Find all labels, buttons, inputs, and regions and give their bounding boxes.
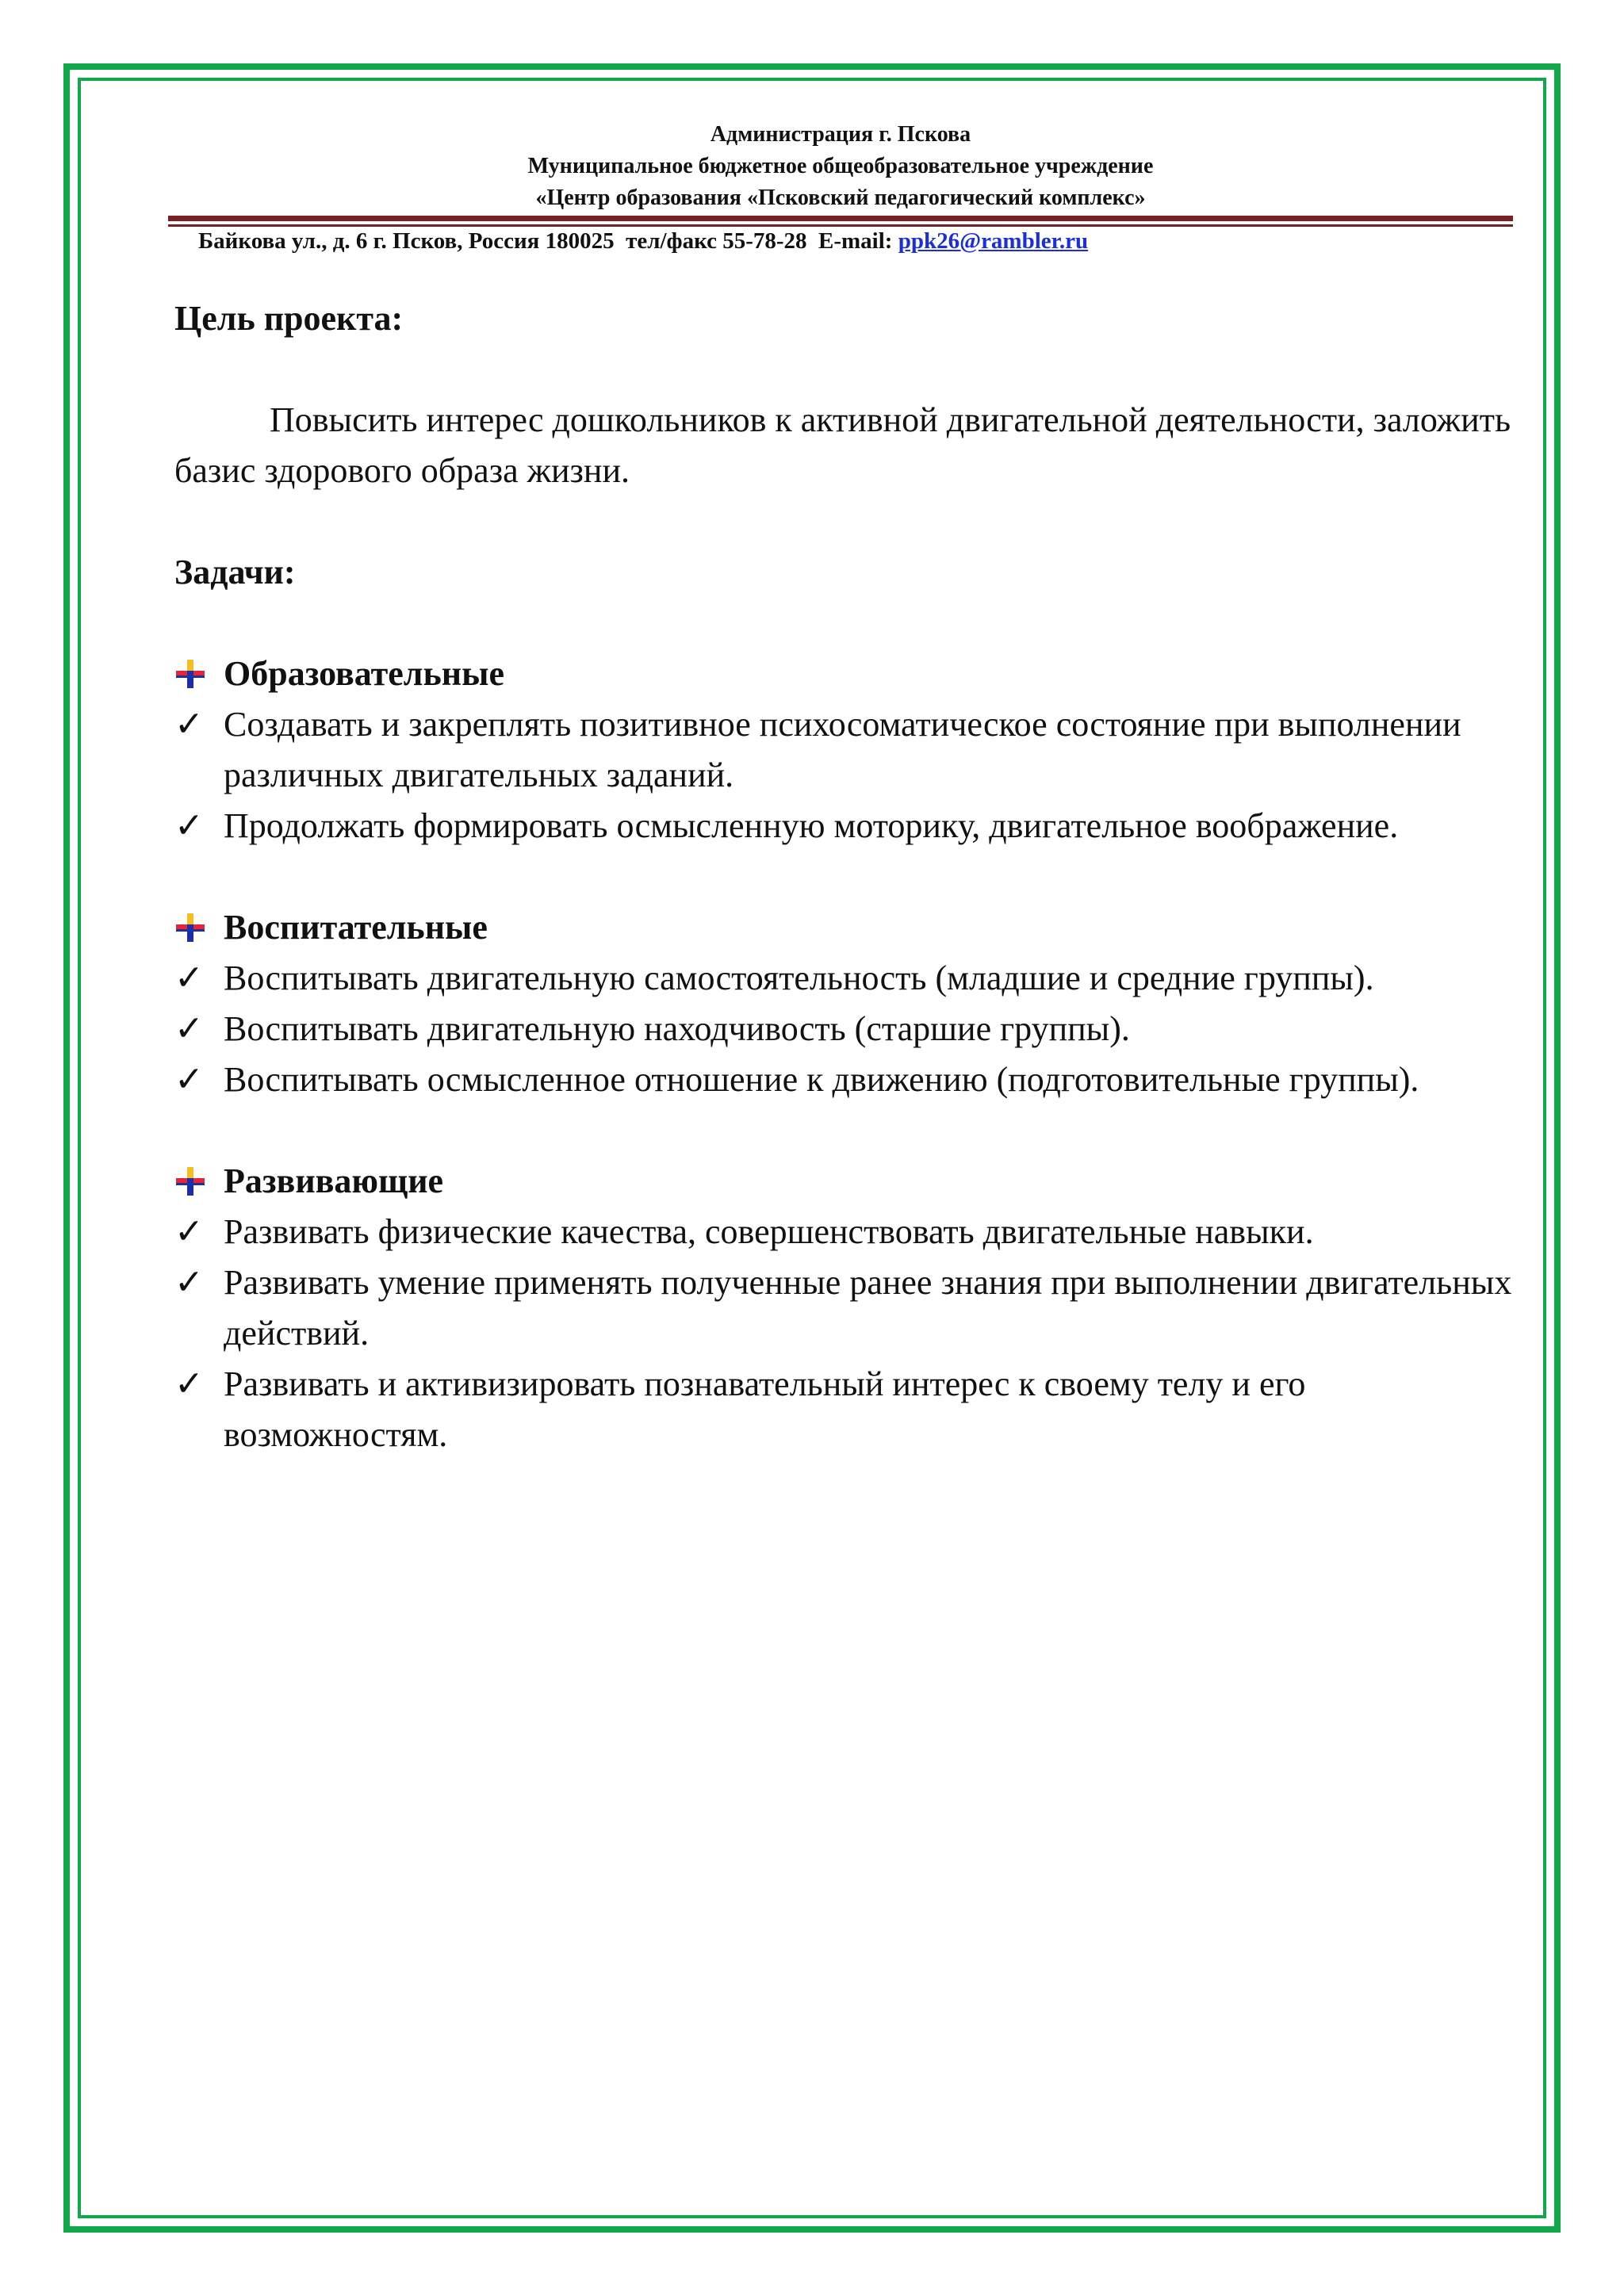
tasks-heading: Задачи: xyxy=(174,553,296,591)
letterhead-institution-name: «Центр образования «Псковский педагогический комплекс» xyxy=(535,186,1146,210)
email-link[interactable]: ppk26@rambler.ru xyxy=(898,228,1089,254)
checkmark-icon: ✓ xyxy=(174,1364,204,1403)
letterhead-address xyxy=(198,225,1088,257)
group-title-label: Образовательные xyxy=(224,654,504,693)
list-item xyxy=(174,1257,1515,1359)
list-item xyxy=(174,1054,1515,1105)
letterhead-institution-type: Муниципальное бюджетное общеобразовательное учреждение xyxy=(527,154,1154,178)
letterhead-administration: Администрация г. Пскова xyxy=(710,122,971,147)
list-item-text: Развивать физические качества, совершенствовать двигательные навыки. xyxy=(224,1212,1314,1251)
checkmark-icon: ✓ xyxy=(174,959,204,997)
list-item-text: Развивать умение применять полученные ранее знания при выполнении двигательных действий. xyxy=(224,1263,1512,1353)
group-title-upbringing xyxy=(174,902,1515,953)
list-item xyxy=(174,1359,1515,1460)
list-item-text: Продолжать формировать осмысленную моторику, двигательное воображение. xyxy=(224,806,1399,845)
checkmark-icon: ✓ xyxy=(174,1060,204,1099)
address-text: Байкова ул., д. 6 г. Псков, Россия 180025 тел/факс 55-78-28 E-mail: xyxy=(198,228,898,254)
checkmark-icon: ✓ xyxy=(174,1263,204,1302)
plus-bullet-icon xyxy=(174,912,224,943)
plus-bullet-icon xyxy=(174,658,224,690)
group-title-label: Воспитательные xyxy=(224,908,488,947)
checkmark-icon: ✓ xyxy=(174,705,204,744)
checkmark-icon: ✓ xyxy=(174,806,204,845)
list-item xyxy=(174,699,1515,801)
checkmark-icon: ✓ xyxy=(174,1212,204,1251)
list-item-text: Воспитывать двигательную находчивость (старшие группы). xyxy=(224,1009,1130,1048)
checkmark-icon: ✓ xyxy=(174,1009,204,1048)
list-item xyxy=(174,1004,1515,1054)
list-item-text: Создавать и закреплять позитивное психосоматическое состояние при выполнении различных двигательных заданий. xyxy=(224,705,1461,794)
group-title-educational xyxy=(174,649,1515,699)
goal-heading: Цель проекта: xyxy=(174,299,404,338)
list-item-text: Развивать и активизировать познавательный интерес к своему телу и его возможностям. xyxy=(224,1364,1306,1454)
list-item xyxy=(174,1207,1515,1257)
group-title-label: Развивающие xyxy=(224,1161,444,1200)
document-body xyxy=(174,293,1515,1460)
letterhead xyxy=(168,119,1513,214)
list-item-text: Воспитывать осмысленное отношение к движению (подготовительные группы). xyxy=(224,1060,1419,1099)
goal-paragraph: Повысить интерес дошкольников к активной двигательной деятельности, заложить базис здорового образа жизни. xyxy=(174,400,1511,490)
list-item xyxy=(174,953,1515,1004)
list-item-text: Воспитывать двигательную самостоятельность (младшие и средние группы). xyxy=(224,959,1374,997)
list-item xyxy=(174,801,1515,851)
group-title-developmental xyxy=(174,1156,1515,1207)
plus-bullet-icon xyxy=(174,1165,224,1197)
